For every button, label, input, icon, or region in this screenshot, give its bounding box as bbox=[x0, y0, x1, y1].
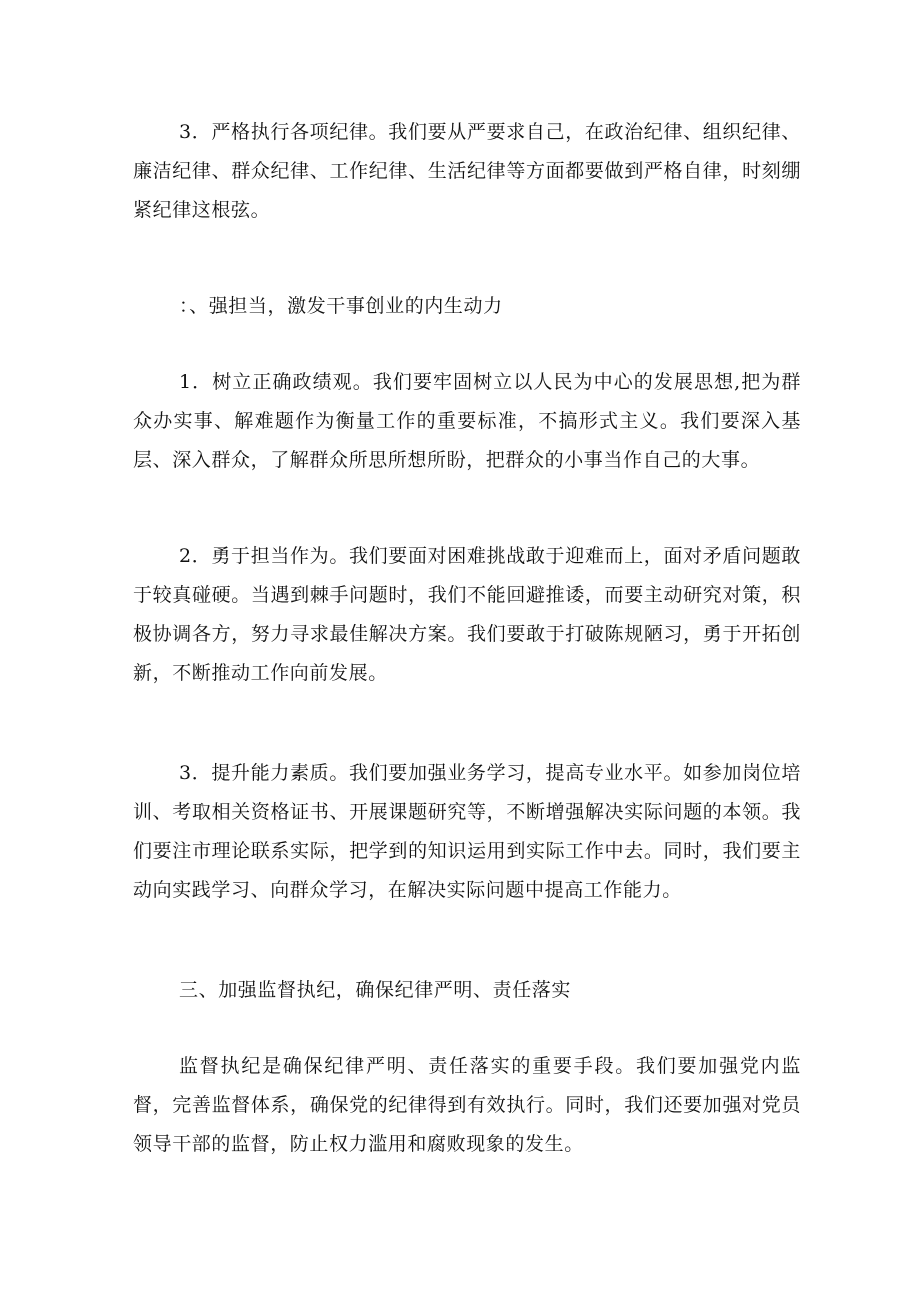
paragraph-take-responsibility: 2．勇于担当作为。我们要面对困难挑战敢于迎难而上，面对矛盾问题敢于较真碰硬。当遇到棘手问题时，我们不能回避推诿，而要主动研究对策，积极协调各方，努力寻求最佳解决方案。我们要敢于打破陈规陋习，勇于开拓创新，不断推动工作向前发展。 bbox=[133, 545, 801, 684]
paragraph-supervision: 监督执纪是确保纪律严明、责任落实的重要手段。我们要加强党内监督，完善监督体系，确保党的纪律得到有效执行。同时，我们还要加强对党员领导干部的监督，防止权力滥用和腐败现象的发生。 bbox=[133, 1055, 801, 1155]
paragraph-discipline: 3．严格执行各项纪律。我们要从严要求自己，在政治纪律、组织纪律、廉洁纪律、群众纪律、工作纪律、生活纪律等方面都要做到严格自律，时刻绷紧纪律这根弦。 bbox=[133, 121, 801, 221]
paragraph-performance-view: 1．树立正确政绩观。我们要牢固树立以人民为中心的发展思想,把为群众办实事、解难题作为衡量工作的重要标准，不搞形式主义。我们要深入基层、深入群众，了解群众所思所想所盼，把群众的小事当作自己的大事。 bbox=[133, 371, 801, 471]
paragraph-improve-ability: 3．提升能力素质。我们要加强业务学习，提高专业水平。如参加岗位培训、考取相关资格证书、开展课题研究等，不断增强解决实际问题的本领。我们要注市理论联系实际，把学到的知识运用到实际工作中去。同时，我们要主动向实践学习、向群众学习，在解决实际问题中提高工作能力。 bbox=[133, 762, 801, 901]
section-heading-supervision: 三、加强监督执纪，确保纪律严明、责任落实 bbox=[179, 979, 572, 1001]
section-heading-responsibility: ：、强担当，激发干事创业的内生动力 bbox=[179, 295, 503, 317]
